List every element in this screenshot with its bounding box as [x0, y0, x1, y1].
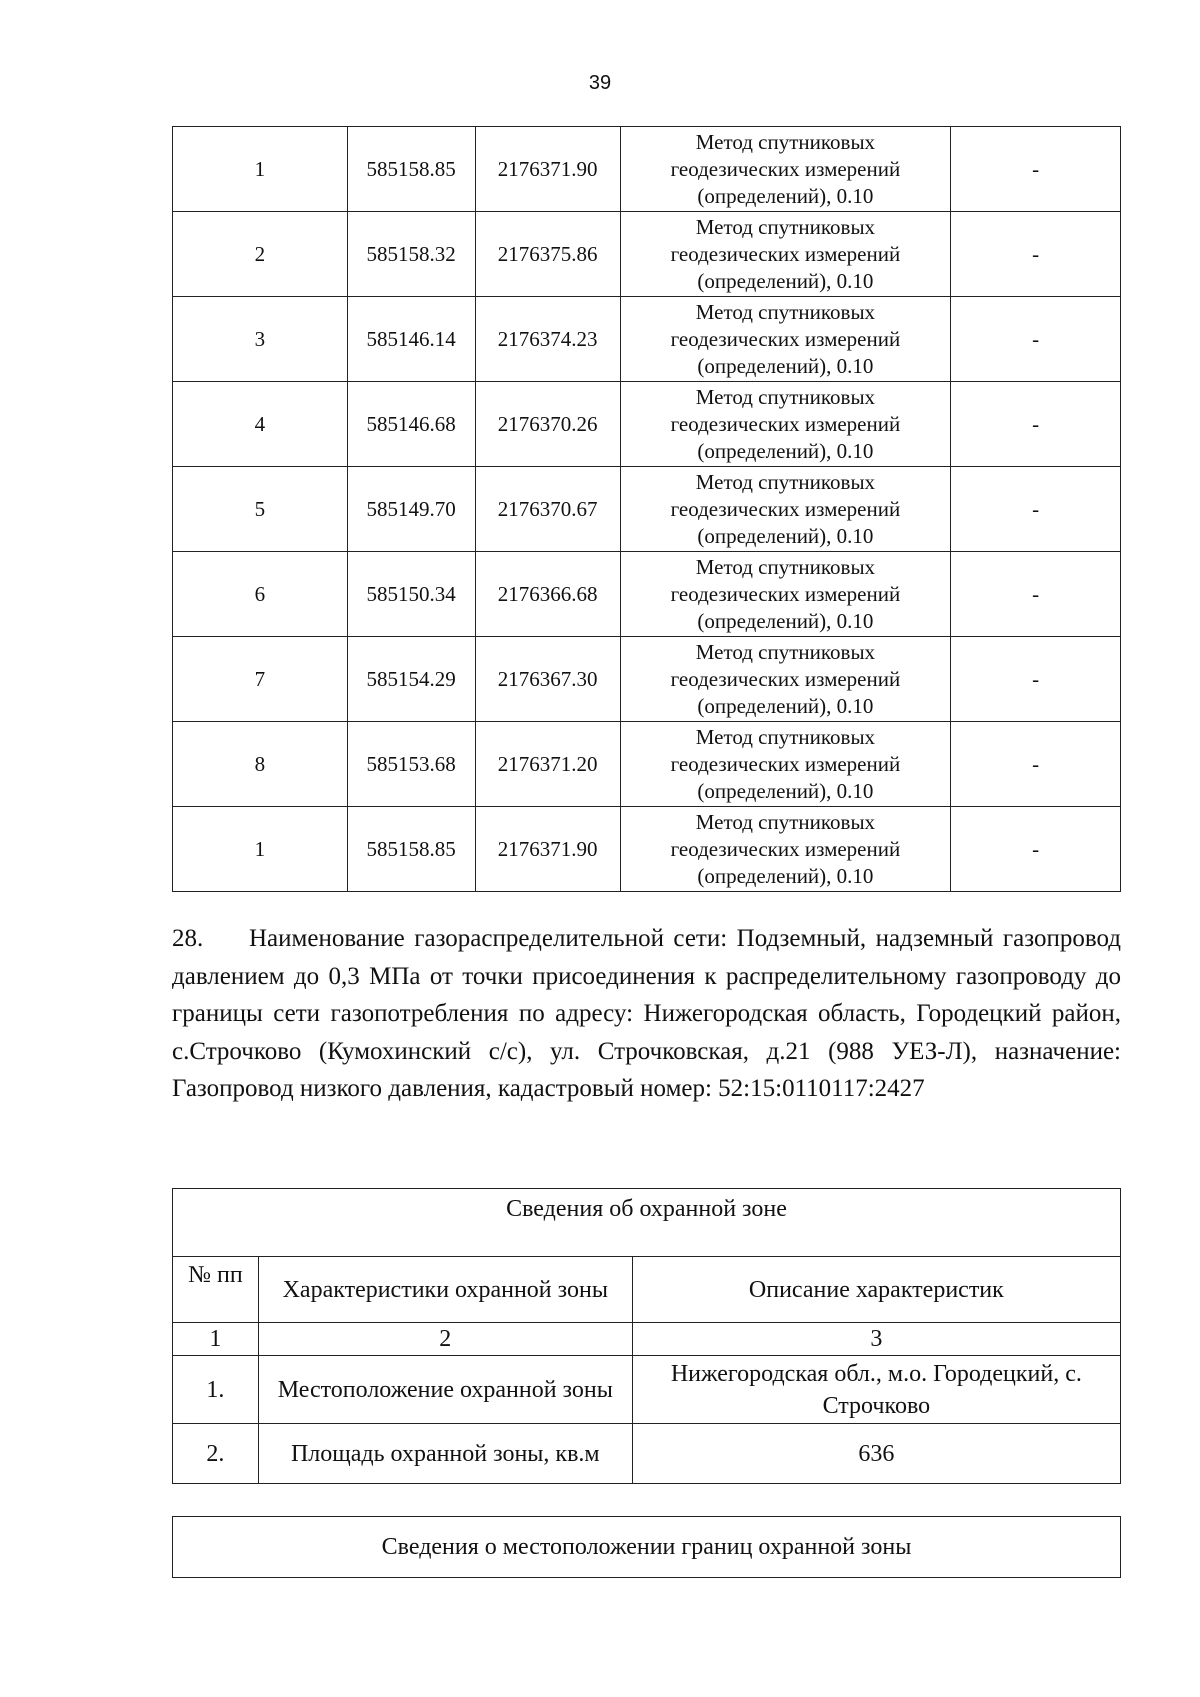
method-line: (определений), 0.10: [697, 353, 874, 378]
note-cell: -: [951, 467, 1121, 552]
method-cell: [620, 722, 951, 807]
x-coordinate-cell: 585154.29: [347, 637, 475, 722]
col-number-2: 2: [258, 1323, 632, 1356]
row-description: 636: [632, 1424, 1120, 1484]
method-line: Метод спутниковых: [695, 384, 876, 409]
method-line: (определений), 0.10: [697, 268, 874, 293]
x-coordinate-cell: 585149.70: [347, 467, 475, 552]
x-coordinate-cell: 585158.85: [347, 127, 475, 212]
method-line: (определений), 0.10: [697, 863, 874, 888]
method-cell: [620, 552, 951, 637]
method-line: геодезических измерений: [670, 496, 901, 521]
y-coordinate-cell: 2176370.26: [475, 382, 620, 467]
method-line: (определений), 0.10: [697, 778, 874, 803]
table-row: [173, 1356, 1121, 1424]
y-coordinate-cell: 2176371.90: [475, 127, 620, 212]
col-number-1: 1: [173, 1323, 259, 1356]
x-coordinate-cell: 585158.85: [347, 807, 475, 892]
method-cell: [620, 212, 951, 297]
bounds-table-title: Сведения о местоположении границ охранной зоны: [173, 1517, 1121, 1578]
header-characteristics: Характеристики охранной зоны: [258, 1257, 632, 1323]
y-coordinate-cell: 2176366.68: [475, 552, 620, 637]
protection-zone-table: [172, 1188, 1121, 1484]
row-number: 1.: [173, 1356, 259, 1424]
method-line: геодезических измерений: [670, 836, 901, 861]
point-number-cell: 7: [173, 637, 348, 722]
y-coordinate-cell: 2176370.67: [475, 467, 620, 552]
x-coordinate-cell: 585153.68: [347, 722, 475, 807]
table-row: [173, 127, 1121, 212]
point-number-cell: 1: [173, 127, 348, 212]
method-line: (определений), 0.10: [697, 523, 874, 548]
method-line: (определений), 0.10: [697, 608, 874, 633]
note-cell: -: [951, 722, 1121, 807]
table-row: [173, 467, 1121, 552]
page-number: 39: [588, 72, 612, 94]
point-number-cell: 5: [173, 467, 348, 552]
table-row: [173, 722, 1121, 807]
table-row: [173, 637, 1121, 722]
method-line: Метод спутниковых: [695, 469, 876, 494]
note-cell: -: [951, 807, 1121, 892]
method-line: (определений), 0.10: [697, 183, 874, 208]
method-cell: [620, 637, 951, 722]
table-row: [173, 552, 1121, 637]
x-coordinate-cell: 585146.14: [347, 297, 475, 382]
method-line: (определений), 0.10: [697, 438, 874, 463]
section-paragraph: [172, 920, 1121, 1108]
row-number: 2.: [173, 1424, 259, 1484]
method-line: геодезических измерений: [670, 751, 901, 776]
table-row: [173, 297, 1121, 382]
table-row: [173, 807, 1121, 892]
point-number-cell: 4: [173, 382, 348, 467]
row-description: Нижегородская обл., м.о. Городецкий, с. Строчково: [632, 1356, 1120, 1424]
section-text: Наименование газораспределительной сети: Подземный, надземный газопровод давлением до 0,3 МПа от точки присоединения к распределительному газопроводу до границы сети газопотребления по адресу: Нижегородская область, Городецкий район, с.Строчково (Кумохинский с/с), ул. Строчковская, д.21 (988 УЕЗ-Л), назначение: Газопровод низкого давления, кадастровый номер: 52:15:0110117:2427: [172, 925, 1121, 1102]
method-line: Метод спутниковых: [695, 214, 876, 239]
y-coordinate-cell: 2176375.86: [475, 212, 620, 297]
method-cell: [620, 467, 951, 552]
note-cell: -: [951, 637, 1121, 722]
row-characteristic: Площадь охранной зоны, кв.м: [258, 1424, 632, 1484]
table-row: [173, 1424, 1121, 1484]
note-cell: -: [951, 297, 1121, 382]
zone-table-title: Сведения об охранной зоне: [173, 1189, 1121, 1257]
point-number-cell: 6: [173, 552, 348, 637]
note-cell: -: [951, 382, 1121, 467]
zone-boundaries-table: [172, 1516, 1121, 1578]
method-line: геодезических измерений: [670, 411, 901, 436]
point-number-cell: 1: [173, 807, 348, 892]
section-number: 28.: [172, 925, 204, 952]
method-line: Метод спутниковых: [695, 129, 876, 154]
y-coordinate-cell: 2176367.30: [475, 637, 620, 722]
method-line: Метод спутниковых: [695, 809, 876, 834]
method-line: геодезических измерений: [670, 326, 901, 351]
table-row: [173, 382, 1121, 467]
col-number-3: 3: [632, 1323, 1120, 1356]
point-number-cell: 2: [173, 212, 348, 297]
method-line: Метод спутниковых: [695, 554, 876, 579]
method-line: геодезических измерений: [670, 241, 901, 266]
method-line: геодезических измерений: [670, 581, 901, 606]
point-number-cell: 8: [173, 722, 348, 807]
method-line: геодезических измерений: [670, 666, 901, 691]
method-line: (определений), 0.10: [697, 693, 874, 718]
method-cell: [620, 382, 951, 467]
row-characteristic: Местоположение охранной зоны: [258, 1356, 632, 1424]
header-number: № пп: [173, 1257, 259, 1323]
method-line: Метод спутниковых: [695, 639, 876, 664]
method-cell: [620, 127, 951, 212]
note-cell: -: [951, 212, 1121, 297]
method-cell: [620, 807, 951, 892]
method-line: Метод спутниковых: [695, 299, 876, 324]
method-line: геодезических измерений: [670, 156, 901, 181]
note-cell: -: [951, 127, 1121, 212]
y-coordinate-cell: 2176371.20: [475, 722, 620, 807]
header-description: Описание характеристик: [632, 1257, 1120, 1323]
note-cell: -: [951, 552, 1121, 637]
table-row: [173, 212, 1121, 297]
x-coordinate-cell: 585150.34: [347, 552, 475, 637]
method-line: Метод спутниковых: [695, 724, 876, 749]
y-coordinate-cell: 2176371.90: [475, 807, 620, 892]
coordinates-table: [172, 126, 1121, 892]
y-coordinate-cell: 2176374.23: [475, 297, 620, 382]
point-number-cell: 3: [173, 297, 348, 382]
x-coordinate-cell: 585158.32: [347, 212, 475, 297]
method-cell: [620, 297, 951, 382]
x-coordinate-cell: 585146.68: [347, 382, 475, 467]
